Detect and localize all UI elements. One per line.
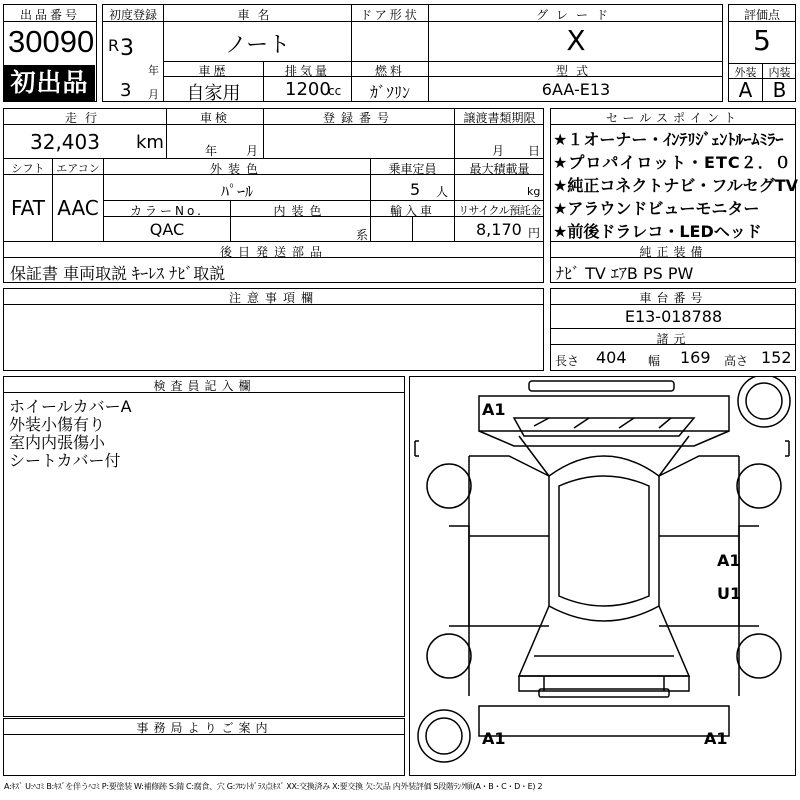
- displacement-value: 1200: [285, 79, 331, 100]
- damage-mark-rear-right: A1: [704, 729, 728, 748]
- score-label: 評価点: [743, 8, 780, 22]
- capacity-value: 5: [410, 180, 421, 199]
- car-diagram: [409, 376, 796, 776]
- shift-value: FAT: [10, 196, 45, 220]
- era-label: R: [108, 36, 120, 55]
- model-label: 型式: [555, 64, 596, 78]
- chassis-value: E13-018788: [624, 307, 723, 326]
- interior-color-label: 内装色: [273, 204, 328, 218]
- inspector-label: 検査員記入欄: [153, 379, 256, 393]
- fuel-label: 燃料: [374, 64, 405, 78]
- model-value: 6AA-E13: [541, 80, 611, 99]
- displacement-unit: cc: [328, 84, 342, 98]
- car-name: ノート: [224, 33, 291, 58]
- legend-text: A:ｷｽﾞ U:ﾍｺﾐ B:ｷｽﾞを伴うﾍｺﾐ P:要塗装 W:補修跡 S:錆 C:腐食、穴 G:ﾌﾛﾝﾄｶﾞﾗｽ点ｷｽﾞ XX:交換済み X:要交換 欠:欠品 内外装評価 5段階ﾗﾝｸ順(A・B・C・D・E) 2: [4, 782, 543, 791]
- grade-value: X: [566, 24, 586, 57]
- exterior-label: 外装: [734, 66, 757, 79]
- inspector-line: ホイールカバーA: [9, 397, 132, 416]
- lot-label: 出品番号: [19, 8, 80, 22]
- aircon-value: AAC: [57, 196, 99, 220]
- month-unit: 月: [148, 88, 159, 101]
- history-value: 自家用: [186, 83, 241, 104]
- recycle-label: リサイクル預託金: [458, 204, 541, 217]
- damage-mark-rear-left: A1: [482, 729, 506, 748]
- length-label: 長さ: [555, 354, 580, 368]
- office-label: 事務局よりご案内: [136, 721, 273, 735]
- damage-mark-front-left: A1: [482, 400, 506, 419]
- max-load-label: 最大積載量: [469, 162, 530, 176]
- first-registration-label: 初度登録: [108, 8, 157, 22]
- transfer-month-unit: 月: [492, 144, 505, 158]
- mileage-label: 走行: [64, 111, 105, 125]
- score-value: 5: [753, 24, 771, 57]
- transfer-deadline-label: 譲渡書類期限: [463, 111, 536, 125]
- chassis-label: 車台番号: [639, 291, 708, 305]
- aircon-label: エアコン: [56, 162, 100, 175]
- fuel-value: ｶﾞｿﾘﾝ: [369, 83, 410, 102]
- color-no-value: QAC: [149, 220, 185, 239]
- later-items-value: 保証書 車両取説 ｷｰﾚｽ ﾅﾋﾞ取説: [10, 264, 226, 283]
- inspection-month-unit: 月: [246, 144, 259, 158]
- first-listing-badge: 初出品: [4, 65, 95, 101]
- history-label: 車歴: [198, 64, 229, 78]
- recycle-unit: 円: [528, 226, 541, 240]
- height-value: 152: [761, 348, 792, 367]
- body-color-label: 外装色: [209, 162, 264, 176]
- height-label: 高さ: [724, 354, 749, 368]
- damage-mark-right-lower: U1: [717, 584, 742, 603]
- capacity-label: 乗車定員: [388, 162, 437, 176]
- color-no-label: カラーNo.: [130, 204, 204, 218]
- lot-number: 30090: [8, 24, 95, 59]
- import-label: 輸入車: [389, 204, 435, 218]
- sales-point-item: ★前後ドラレコ・LEDヘッド: [553, 222, 762, 241]
- car-name-label: 車名: [237, 8, 278, 22]
- interior-label: 内装: [768, 66, 791, 79]
- inspector-line: シートカバー付: [9, 451, 121, 470]
- length-value: 404: [596, 348, 627, 367]
- registration-year: 3: [120, 36, 134, 61]
- shift-label: シフト: [11, 162, 45, 175]
- notes-label: 注意事項欄: [228, 291, 319, 305]
- interior-color-suffix: 系: [356, 228, 369, 242]
- sales-point-item: ★プロパイロット・ETC２．０: [553, 153, 792, 172]
- registration-number-label: 登録番号: [322, 111, 395, 125]
- inspection-year-unit: 年: [205, 144, 218, 158]
- transfer-day-unit: 日: [528, 144, 541, 158]
- displacement-label: 排気量: [284, 64, 330, 78]
- mileage-value: 32,403: [30, 130, 100, 154]
- exterior-grade: A: [738, 78, 753, 102]
- max-load-unit: kg: [527, 185, 541, 198]
- equipment-label: 純正装備: [639, 245, 708, 259]
- equipment-value: ﾅﾋﾞ TV ｴｱB PS PW: [556, 264, 694, 283]
- sales-point-item: ★純正コネクトナビ・フルセグTV: [553, 176, 799, 195]
- dimensions-label: 諸元: [656, 332, 691, 346]
- interior-grade: B: [772, 78, 787, 102]
- sales-point-item: ★１オーナー・ｲﾝﾃﾘｼﾞｪﾝﾄﾙｰﾑﾐﾗｰ: [553, 130, 784, 149]
- damage-mark-right-upper: A1: [717, 551, 741, 570]
- door-label: ドア形状: [360, 8, 420, 22]
- inspector-line: 室内内張傷小: [9, 433, 106, 452]
- inspection-label: 車検: [199, 111, 230, 125]
- later-items-label: 後日発送部品: [219, 245, 328, 259]
- inspector-line: 外装小傷有り: [9, 415, 106, 434]
- capacity-unit: 人: [436, 185, 449, 199]
- width-label: 幅: [648, 354, 661, 368]
- body-color-value: ﾊﾟｰﾙ: [220, 182, 253, 201]
- registration-month: 3: [120, 80, 132, 101]
- width-value: 169: [680, 348, 711, 367]
- recycle-value: 8,170: [476, 220, 522, 239]
- grade-label: グレード: [535, 8, 616, 22]
- sales-points-label: セールスポイント: [606, 111, 741, 125]
- mileage-unit: km: [136, 132, 164, 153]
- sales-point-item: ★アラウンドビューモニター: [553, 199, 760, 218]
- year-unit: 年: [148, 64, 159, 77]
